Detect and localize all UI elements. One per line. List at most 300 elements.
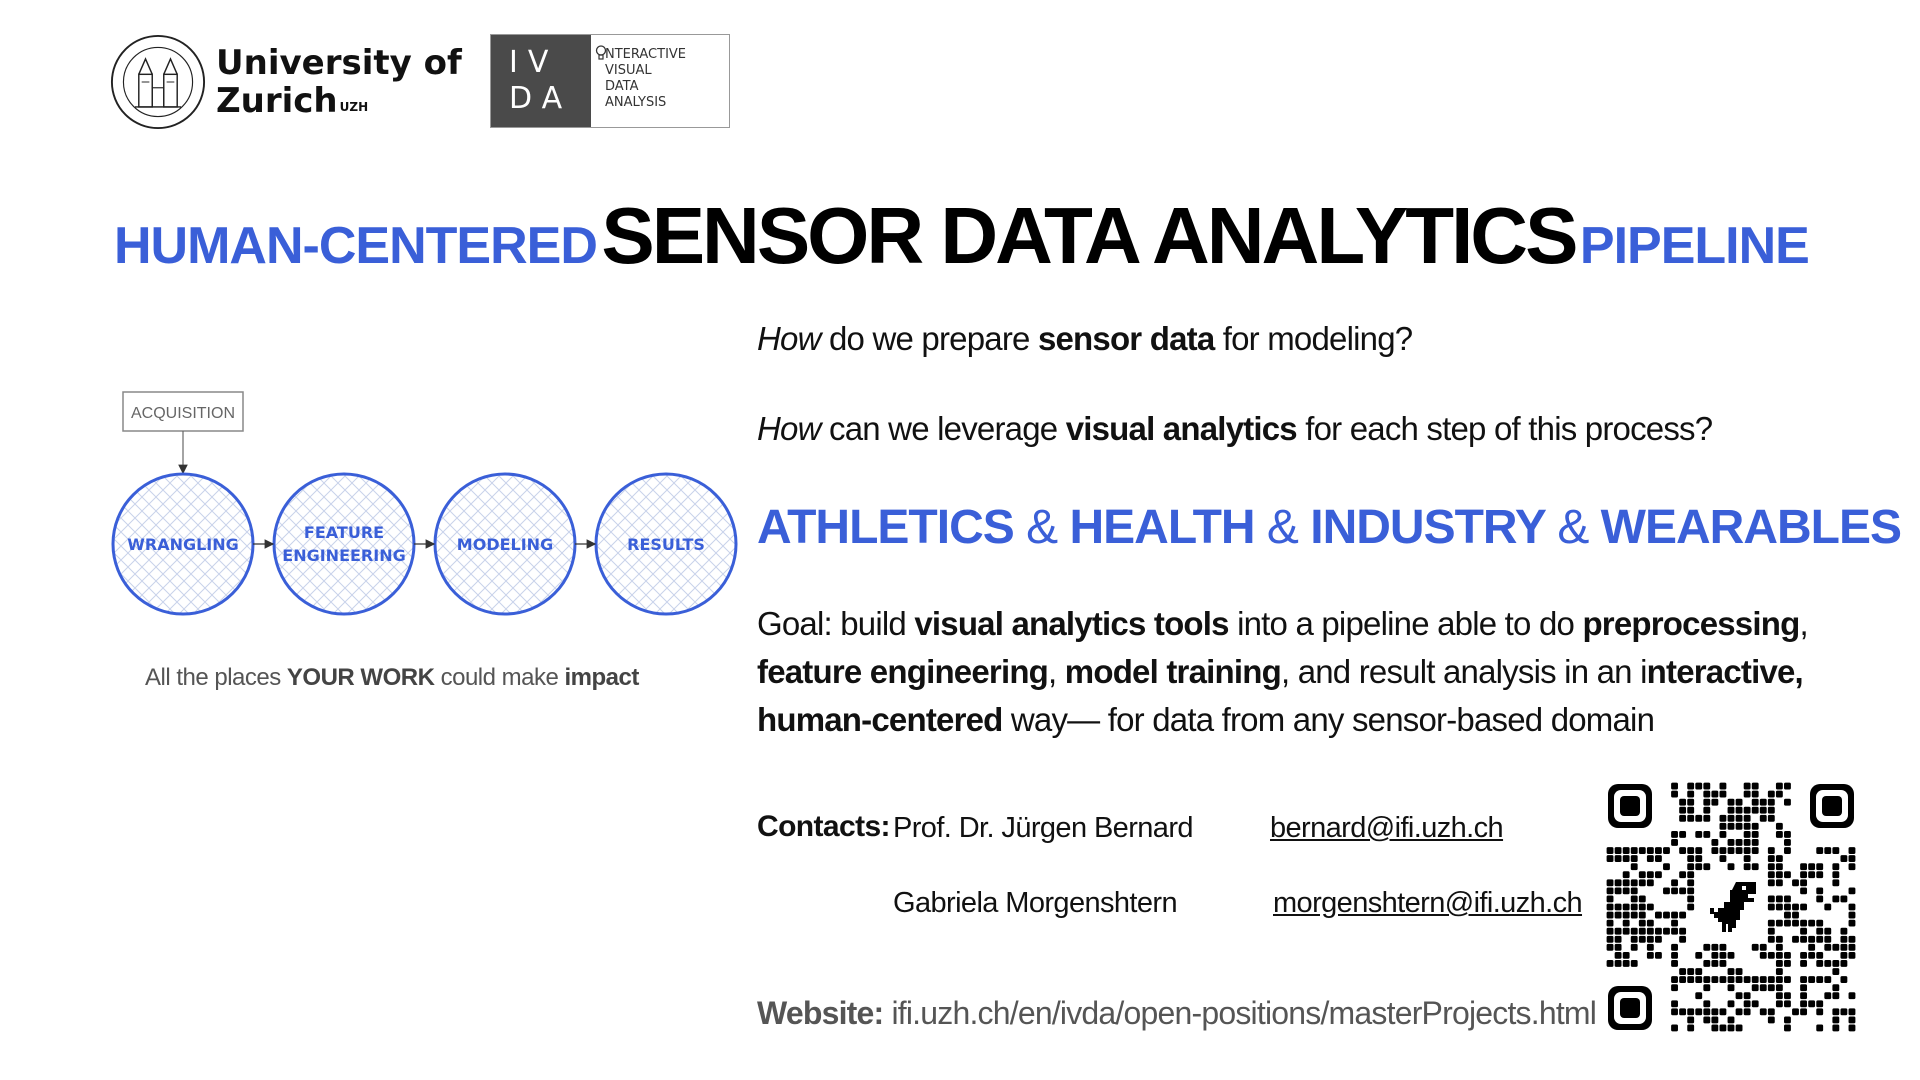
qr-finder-bottom-left — [1608, 986, 1652, 1030]
qr-module — [1679, 807, 1686, 814]
qr-module — [1639, 928, 1646, 935]
qr-module — [1695, 976, 1702, 983]
qr-module — [1744, 976, 1751, 983]
qr-module — [1671, 831, 1678, 838]
qr-module — [1768, 871, 1775, 878]
qr-module — [1752, 831, 1759, 838]
qr-module — [1663, 912, 1670, 919]
title-prefix: HUMAN-CENTERED — [114, 217, 597, 275]
qr-module — [1752, 799, 1759, 806]
qr-module — [1703, 807, 1710, 814]
qr-module — [1776, 952, 1783, 959]
qr-module — [1711, 1025, 1718, 1032]
contact-email-1[interactable]: bernard@ifi.uzh.ch — [1270, 812, 1504, 844]
ivda-logo-letters — [491, 35, 591, 127]
qr-module — [1760, 952, 1767, 959]
qr-module — [1647, 944, 1654, 951]
qr-module — [1687, 887, 1694, 894]
qr-module — [1776, 976, 1783, 983]
qr-module — [1768, 847, 1775, 854]
university-seal-logo — [110, 34, 206, 130]
qr-module — [1784, 920, 1791, 927]
qr-module — [1832, 879, 1839, 886]
qr-module — [1744, 783, 1751, 790]
qr-module — [1816, 960, 1823, 967]
qr-module — [1647, 871, 1654, 878]
qr-module — [1671, 928, 1678, 935]
qr-module — [1776, 791, 1783, 798]
goal-bold-5: nteractive, — [1646, 653, 1803, 690]
website-url[interactable]: ifi.uzh.ch/en/ivda/open-positions/masterProjects.html — [883, 995, 1597, 1031]
qr-module — [1800, 952, 1807, 959]
website-line — [757, 995, 1596, 1032]
qr-module — [1776, 1000, 1783, 1007]
qr-module — [1849, 887, 1856, 894]
qr-module — [1840, 1008, 1847, 1015]
qr-module — [1687, 1016, 1694, 1023]
qr-module — [1711, 944, 1718, 951]
qr-module — [1776, 968, 1783, 975]
qr-module — [1720, 960, 1727, 967]
qr-module — [1623, 952, 1630, 959]
qr-module — [1792, 879, 1799, 886]
qr-module — [1679, 831, 1686, 838]
qr-module — [1816, 887, 1823, 894]
qr-module — [1671, 783, 1678, 790]
qr-module — [1832, 960, 1839, 967]
qr-module — [1687, 871, 1694, 878]
qr-module — [1647, 855, 1654, 862]
university-name-line2: Zurich — [216, 81, 338, 121]
qr-module — [1840, 936, 1847, 943]
qr-module — [1736, 839, 1743, 846]
qr-module — [1728, 839, 1735, 846]
qr-module — [1703, 863, 1710, 870]
qr-module — [1744, 847, 1751, 854]
qr-module — [1695, 992, 1702, 999]
qr-module — [1615, 960, 1622, 967]
qr-module — [1752, 944, 1759, 951]
ivda-word-1: NTERACTIVE — [605, 47, 687, 62]
qr-module — [1784, 912, 1791, 919]
qr-module — [1728, 823, 1735, 830]
qr-module — [1647, 904, 1654, 911]
page-title — [114, 190, 1874, 282]
qr-module — [1671, 944, 1678, 951]
qr-module — [1607, 960, 1614, 967]
qr-module — [1695, 783, 1702, 790]
question-2 — [757, 410, 1712, 448]
qr-module — [1687, 896, 1694, 903]
qr-module — [1768, 791, 1775, 798]
acquisition-label: ACQUISITION — [130, 405, 236, 422]
qr-module — [1800, 879, 1807, 886]
qr-module — [1752, 823, 1759, 830]
qr-module — [1679, 799, 1686, 806]
goal-text-6: way— for data from any sensor-based domain — [1002, 701, 1655, 738]
qr-module — [1607, 920, 1614, 927]
qr-module — [1808, 871, 1815, 878]
qr-module — [1784, 896, 1791, 903]
qr-module — [1679, 936, 1686, 943]
qr-module — [1832, 992, 1839, 999]
qr-module — [1623, 879, 1630, 886]
qr-module — [1760, 807, 1767, 814]
qr-module — [1607, 912, 1614, 919]
qr-module — [1800, 976, 1807, 983]
qr-module — [1703, 791, 1710, 798]
goal-bold-4: model training — [1064, 653, 1281, 690]
caption-part-1: All the places — [145, 664, 287, 691]
qr-module — [1824, 960, 1831, 967]
q1-how: How — [757, 320, 821, 357]
qr-module — [1671, 887, 1678, 894]
qr-module — [1816, 952, 1823, 959]
domain-wearables: WEARABLES — [1600, 501, 1901, 554]
qr-module — [1720, 823, 1727, 830]
lightbulb-icon — [595, 45, 607, 61]
qr-module — [1679, 1008, 1686, 1015]
qr-module — [1849, 855, 1856, 862]
qr-module — [1631, 896, 1638, 903]
qr-module — [1639, 936, 1646, 943]
qr-module — [1736, 1008, 1743, 1015]
goal-bold-3: feature engineering — [757, 653, 1049, 690]
qr-module — [1760, 1008, 1767, 1015]
qr-module — [1736, 799, 1743, 806]
qr-module — [1744, 823, 1751, 830]
qr-module — [1671, 960, 1678, 967]
qr-module — [1832, 944, 1839, 951]
qr-module — [1784, 1016, 1791, 1023]
qr-module — [1728, 1025, 1735, 1032]
contacts-label: Contacts: — [757, 810, 890, 843]
qr-module — [1711, 960, 1718, 967]
qr-module — [1687, 855, 1694, 862]
qr-module — [1784, 1000, 1791, 1007]
qr-module — [1760, 799, 1767, 806]
qr-module — [1768, 815, 1775, 822]
qr-module — [1840, 855, 1847, 862]
contact-name-2: Gabriela Morgenshtern — [893, 887, 1177, 919]
qr-module — [1744, 855, 1751, 862]
qr-module — [1687, 791, 1694, 798]
qr-module — [1784, 839, 1791, 846]
diagram-caption — [145, 664, 639, 692]
qr-module — [1808, 936, 1815, 943]
qr-module — [1711, 791, 1718, 798]
qr-module — [1720, 976, 1727, 983]
qr-module — [1824, 944, 1831, 951]
qr-module — [1832, 896, 1839, 903]
qr-module — [1711, 1016, 1718, 1023]
qr-module — [1679, 815, 1686, 822]
domain-health: HEALTH — [1069, 501, 1255, 554]
qr-module — [1607, 936, 1614, 943]
qr-module — [1703, 1000, 1710, 1007]
qr-module — [1792, 936, 1799, 943]
qr-module — [1752, 984, 1759, 991]
qr-module — [1840, 928, 1847, 935]
qr-finder-top-left — [1608, 784, 1652, 828]
qr-module — [1736, 847, 1743, 854]
qr-module — [1816, 1000, 1823, 1007]
qr-module — [1671, 912, 1678, 919]
goal-bold-1: visual analytics tools — [914, 605, 1229, 642]
qr-module — [1800, 920, 1807, 927]
qr-module — [1752, 783, 1759, 790]
caption-part-4: impact — [564, 664, 639, 691]
qr-module — [1687, 847, 1694, 854]
qr-module — [1720, 847, 1727, 854]
qr-module — [1736, 992, 1743, 999]
qr-module — [1768, 1016, 1775, 1023]
qr-module — [1728, 807, 1735, 814]
qr-module — [1768, 976, 1775, 983]
qr-module — [1776, 984, 1783, 991]
qr-module — [1687, 863, 1694, 870]
qr-module — [1623, 960, 1630, 967]
goal-text-2: into a pipeline able to do — [1228, 605, 1583, 642]
qr-module — [1647, 920, 1654, 927]
qr-module — [1655, 912, 1662, 919]
qr-module — [1671, 839, 1678, 846]
qr-module — [1808, 976, 1815, 983]
qr-module — [1760, 984, 1767, 991]
qr-module — [1687, 799, 1694, 806]
qr-module — [1679, 928, 1686, 935]
ivda-word-2: VISUAL — [605, 63, 652, 78]
qr-module — [1800, 1008, 1807, 1015]
qr-module — [1768, 928, 1775, 935]
qr-module — [1832, 984, 1839, 991]
qr-module — [1631, 960, 1638, 967]
qr-module — [1776, 831, 1783, 838]
qr-module — [1711, 1008, 1718, 1015]
qr-module — [1784, 783, 1791, 790]
qr-module — [1824, 936, 1831, 943]
qr-module — [1816, 936, 1823, 943]
domains-heading — [757, 500, 1901, 555]
qr-module — [1671, 791, 1678, 798]
qr-module — [1687, 807, 1694, 814]
qr-module — [1623, 887, 1630, 894]
qr-module — [1840, 976, 1847, 983]
qr-module — [1768, 896, 1775, 903]
qr-module — [1679, 847, 1686, 854]
qr-module — [1816, 920, 1823, 927]
qr-module — [1768, 984, 1775, 991]
qr-module — [1776, 944, 1783, 951]
qr-module — [1840, 944, 1847, 951]
qr-module — [1711, 952, 1718, 959]
qr-module — [1832, 1025, 1839, 1032]
qr-module — [1768, 863, 1775, 870]
qr-module — [1832, 1008, 1839, 1015]
ampersand: & — [1266, 501, 1298, 554]
qr-module — [1631, 904, 1638, 911]
qr-module — [1816, 863, 1823, 870]
qr-module — [1752, 839, 1759, 846]
qr-module — [1816, 896, 1823, 903]
qr-module — [1824, 928, 1831, 935]
qr-module — [1687, 904, 1694, 911]
qr-module — [1849, 936, 1856, 943]
qr-module — [1623, 847, 1630, 854]
qr-module — [1695, 968, 1702, 975]
qr-module — [1744, 815, 1751, 822]
qr-module — [1832, 968, 1839, 975]
qr-module — [1679, 871, 1686, 878]
qr-module — [1784, 952, 1791, 959]
qr-module — [1655, 936, 1662, 943]
caption-part-3: could make — [434, 664, 565, 691]
qr-module — [1607, 928, 1614, 935]
qr-module — [1607, 896, 1614, 903]
qr-module — [1711, 799, 1718, 806]
qr-module — [1840, 952, 1847, 959]
qr-module — [1849, 1025, 1856, 1032]
qr-module — [1736, 1025, 1743, 1032]
contact-email-2[interactable]: morgenshtern@ifi.uzh.ch — [1273, 887, 1583, 919]
qr-module — [1760, 976, 1767, 983]
qr-module — [1736, 815, 1743, 822]
qr-module — [1849, 912, 1856, 919]
qr-module — [1816, 976, 1823, 983]
qr-module — [1752, 807, 1759, 814]
qr-module — [1808, 920, 1815, 927]
qr-module — [1768, 879, 1775, 886]
qr-module — [1784, 847, 1791, 854]
qr-module — [1744, 1008, 1751, 1015]
qr-module — [1832, 1016, 1839, 1023]
qr-module — [1744, 863, 1751, 870]
qr-module — [1687, 1025, 1694, 1032]
qr-module — [1703, 783, 1710, 790]
qr-module — [1607, 904, 1614, 911]
qr-module — [1647, 847, 1654, 854]
qr-module — [1671, 1025, 1678, 1032]
engineering-label: ENGINEERING — [282, 546, 406, 565]
qr-module — [1639, 879, 1646, 886]
qr-module — [1607, 887, 1614, 894]
qr-module — [1695, 952, 1702, 959]
qr-module — [1695, 1008, 1702, 1015]
q2-text-b: for each step of this process? — [1296, 410, 1713, 447]
qr-module — [1744, 791, 1751, 798]
qr-module — [1849, 992, 1856, 999]
qr-module — [1663, 863, 1670, 870]
qr-module — [1679, 912, 1686, 919]
qr-module — [1768, 952, 1775, 959]
qr-module — [1800, 960, 1807, 967]
qr-module — [1808, 1000, 1815, 1007]
qr-module — [1695, 831, 1702, 838]
qr-module — [1784, 871, 1791, 878]
qr-module — [1849, 1008, 1856, 1015]
qr-module — [1703, 1016, 1710, 1023]
ivda-word-3: DATA — [605, 79, 639, 94]
qr-module — [1800, 863, 1807, 870]
university-name — [216, 44, 462, 120]
qr-module — [1800, 1000, 1807, 1007]
q1-text-b: for modeling? — [1214, 320, 1413, 357]
qr-module — [1800, 904, 1807, 911]
feature-label: FEATURE — [303, 523, 385, 542]
qr-module — [1695, 855, 1702, 862]
qr-module — [1832, 847, 1839, 854]
qr-module — [1776, 879, 1783, 886]
qr-module — [1703, 944, 1710, 951]
qr-module — [1679, 976, 1686, 983]
qr-module — [1816, 1025, 1823, 1032]
qr-module — [1720, 944, 1727, 951]
qr-module — [1832, 863, 1839, 870]
qr-module — [1631, 887, 1638, 894]
qr-module — [1808, 952, 1815, 959]
qr-module — [1631, 855, 1638, 862]
q1-text-a: do we prepare — [820, 320, 1038, 357]
qr-module — [1736, 976, 1743, 983]
qr-module — [1655, 952, 1662, 959]
qr-module — [1768, 855, 1775, 862]
qr-module — [1679, 887, 1686, 894]
qr-module — [1615, 879, 1622, 886]
qr-module — [1631, 944, 1638, 951]
ampersand: & — [1026, 501, 1058, 554]
qr-module — [1687, 1008, 1694, 1015]
qr-module — [1687, 815, 1694, 822]
qr-module — [1776, 863, 1783, 870]
qr-module — [1607, 944, 1614, 951]
qr-module — [1720, 791, 1727, 798]
qr-module — [1720, 855, 1727, 862]
goal-text-4: , — [1048, 653, 1065, 690]
qr-module — [1728, 847, 1735, 854]
qr-module — [1816, 928, 1823, 935]
qr-module — [1784, 799, 1791, 806]
qr-module — [1776, 871, 1783, 878]
qr-module — [1615, 944, 1622, 951]
qr-module — [1744, 839, 1751, 846]
qr-module — [1824, 976, 1831, 983]
contact-name-1: Prof. Dr. Jürgen Bernard — [893, 812, 1193, 844]
qr-module — [1615, 936, 1622, 943]
qr-module — [1784, 1025, 1791, 1032]
qr-module — [1728, 952, 1735, 959]
qr-module — [1720, 1008, 1727, 1015]
qr-module — [1639, 847, 1646, 854]
qr-module — [1776, 783, 1783, 790]
qr-module — [1663, 887, 1670, 894]
qr-code[interactable] — [1606, 782, 1856, 1032]
qr-module — [1800, 871, 1807, 878]
qr-module — [1615, 847, 1622, 854]
goal-text-5: , and result analysis in an i — [1280, 653, 1647, 690]
pipeline-diagram — [100, 385, 750, 625]
qr-module — [1776, 855, 1783, 862]
q2-text-a: can we leverage — [820, 410, 1066, 447]
qr-module — [1703, 815, 1710, 822]
ivda-logo-wordmark — [591, 35, 729, 127]
qr-module — [1607, 855, 1614, 862]
qr-module — [1816, 847, 1823, 854]
qr-module — [1792, 1008, 1799, 1015]
qr-module — [1849, 863, 1856, 870]
qr-module — [1849, 920, 1856, 927]
qr-module — [1849, 847, 1856, 854]
qr-module — [1816, 871, 1823, 878]
